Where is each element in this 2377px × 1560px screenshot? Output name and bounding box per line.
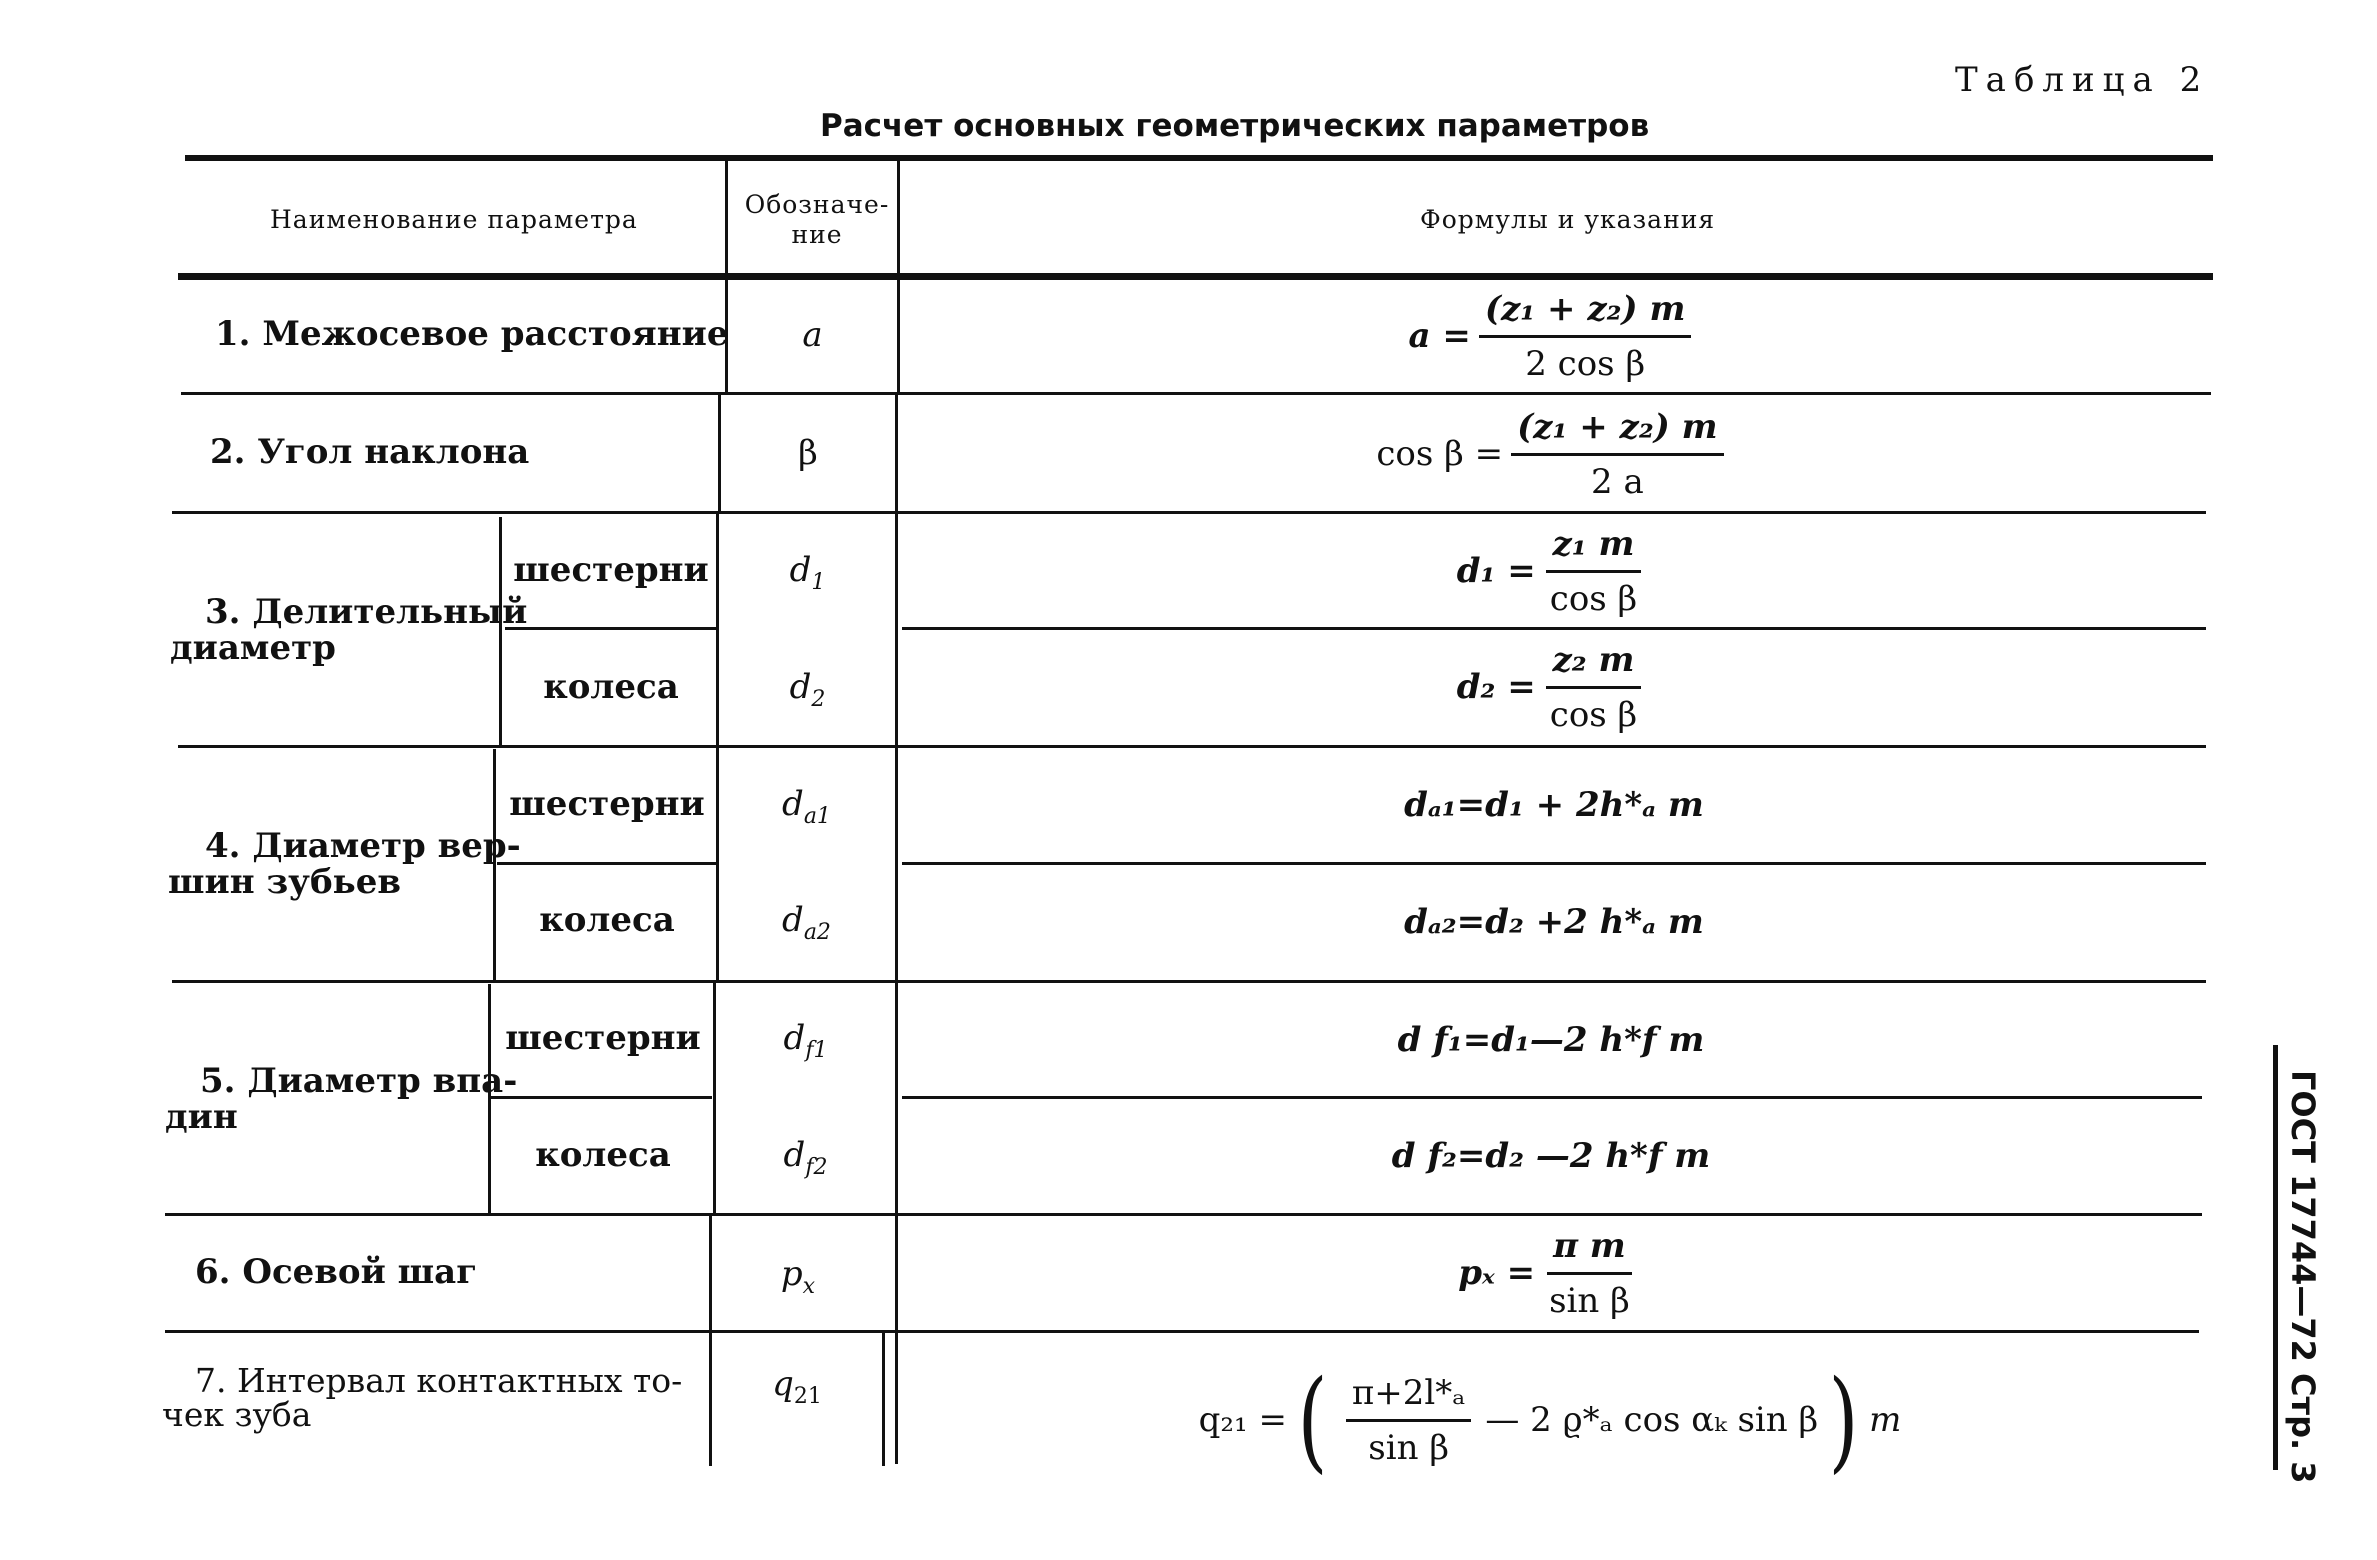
row3b-sub: колеса [543,667,679,707]
row3a-formula [900,515,2208,627]
row-rule [497,862,716,865]
side-label: ГОСТ 17744—72 Стр. 3 [2284,1070,2322,1484]
row3a-fraction [1544,524,1643,619]
row4b-sub: колеса [539,900,675,940]
row6-den: sin β [1549,1280,1630,1321]
row7-lparen: ( [1297,1356,1328,1484]
row3-name-l2: диаметр [170,628,336,668]
row5a-sub: шестерни [505,1018,701,1058]
row3b-symbol: $d_2$ [789,667,826,712]
row1-formula [900,282,2208,390]
row1-name: 1. Межосевое расстояние [215,314,729,354]
row5-name-l1: 5. Диаметр впа- [200,1061,518,1101]
row-rule [165,1213,2202,1216]
row2-den: 2 a [1591,461,1644,502]
row7-post: m [1869,1400,1902,1440]
row3b-num: z₂ m [1546,640,1640,689]
row1-num: (z₁ + z₂) m [1479,289,1692,338]
col-rule [895,394,898,1464]
row4b-symbol: $d_{a2}$ [782,900,831,945]
header-symbol-l1: Обозначе- [744,190,890,219]
row4-name-l1: 4. Диаметр вер- [205,826,521,866]
row5a-symbol: $d_{f1}$ [783,1018,828,1063]
row3b-lhs: d₂ = [1456,667,1536,707]
row4b-formula: dₐ₂=d₂ +2 h*ₐ m [1404,902,1704,942]
row3b-den: cos β [1549,694,1638,735]
row-rule [172,980,2206,983]
row-rule [165,1330,2199,1333]
row7-formula [1150,1355,1950,1485]
row6-symbol: $p_x$ [780,1254,816,1299]
row1-symbol: a [802,315,823,355]
row-rule [902,1096,2202,1099]
row2-name: 2. Угол наклона [210,432,530,472]
row7-rparen: ) [1828,1356,1859,1484]
top-rule [185,155,2213,161]
row7-fraction [1346,1373,1471,1468]
row5b-sub: колеса [535,1135,671,1175]
table-title: Расчет основных геометрических параметров [820,108,1650,144]
row-rule [902,862,2206,865]
row3a-den: cos β [1549,578,1638,619]
row5-name-l2: дин [165,1097,238,1137]
row7-symbol: $q_{21}$ [772,1364,822,1409]
row2-lhs: cos β = [1376,434,1504,474]
row5b-symbol: $d_{f2}$ [783,1135,828,1180]
row3a-lhs: d₁ = [1456,551,1536,591]
row6-name: 6. Осевой шаг [195,1252,478,1292]
row2-symbol: β [798,433,818,473]
row1-lhs: a = [1408,316,1471,356]
row4a-formula: dₐ₁=d₁ + 2h*ₐ m [1404,785,1704,825]
row5a-formula: d f₁=d₁—2 h*f m [1397,1020,1705,1060]
row3a-num: z₁ m [1546,524,1640,573]
row4a-sub: шестерни [509,784,705,824]
row3b-fraction [1544,640,1643,735]
header-formula: Формулы и указания [1420,205,1716,234]
row1-den: 2 cos β [1525,343,1646,384]
row7-num: π+2l*ₐ [1346,1373,1471,1422]
table-label: Таблица 2 [1955,60,2210,100]
col-rule [882,1332,885,1466]
row3-name-l1: 3. Делительный [205,592,528,632]
row6-lhs: pₓ = [1458,1253,1536,1293]
row4-name-l2: шин зубьев [168,862,401,902]
row-rule [172,511,2206,514]
row5b-formula: d f₂=d₂ —2 h*f m [1391,1136,1711,1176]
row1-fraction [1479,289,1692,384]
row7-tail: — 2 ϱ*ₐ cos αₖ sin β [1485,1400,1819,1440]
header-rule [178,273,2213,280]
row-rule [178,745,2206,748]
row3b-formula [900,631,2208,743]
row-rule [902,627,2206,630]
row6-num: π m [1547,1226,1632,1275]
header-symbol-l2: ние [791,220,843,249]
row3a-sub: шестерни [513,550,709,590]
header-name: Наименование параметра [270,205,638,234]
row7-name-l1: 7. Интервал контактных то- [195,1361,683,1400]
row6-fraction [1543,1226,1636,1321]
row6-formula [900,1217,2202,1329]
row2-fraction [1511,407,1724,502]
row2-formula [900,398,2208,510]
row-rule [181,392,2211,395]
side-rule [2273,1045,2278,1470]
col-rule [725,160,728,392]
row-rule [490,1096,712,1099]
row4a-symbol: $d_{a1}$ [782,784,831,829]
row7-name-l2: чек зуба [162,1395,312,1434]
row2-num: (z₁ + z₂) m [1511,407,1724,456]
row-rule [505,627,719,630]
row7-lhs: q₂₁ = [1198,1400,1287,1440]
row3a-symbol: $d_1$ [789,550,826,595]
row7-den: sin β [1368,1427,1449,1468]
